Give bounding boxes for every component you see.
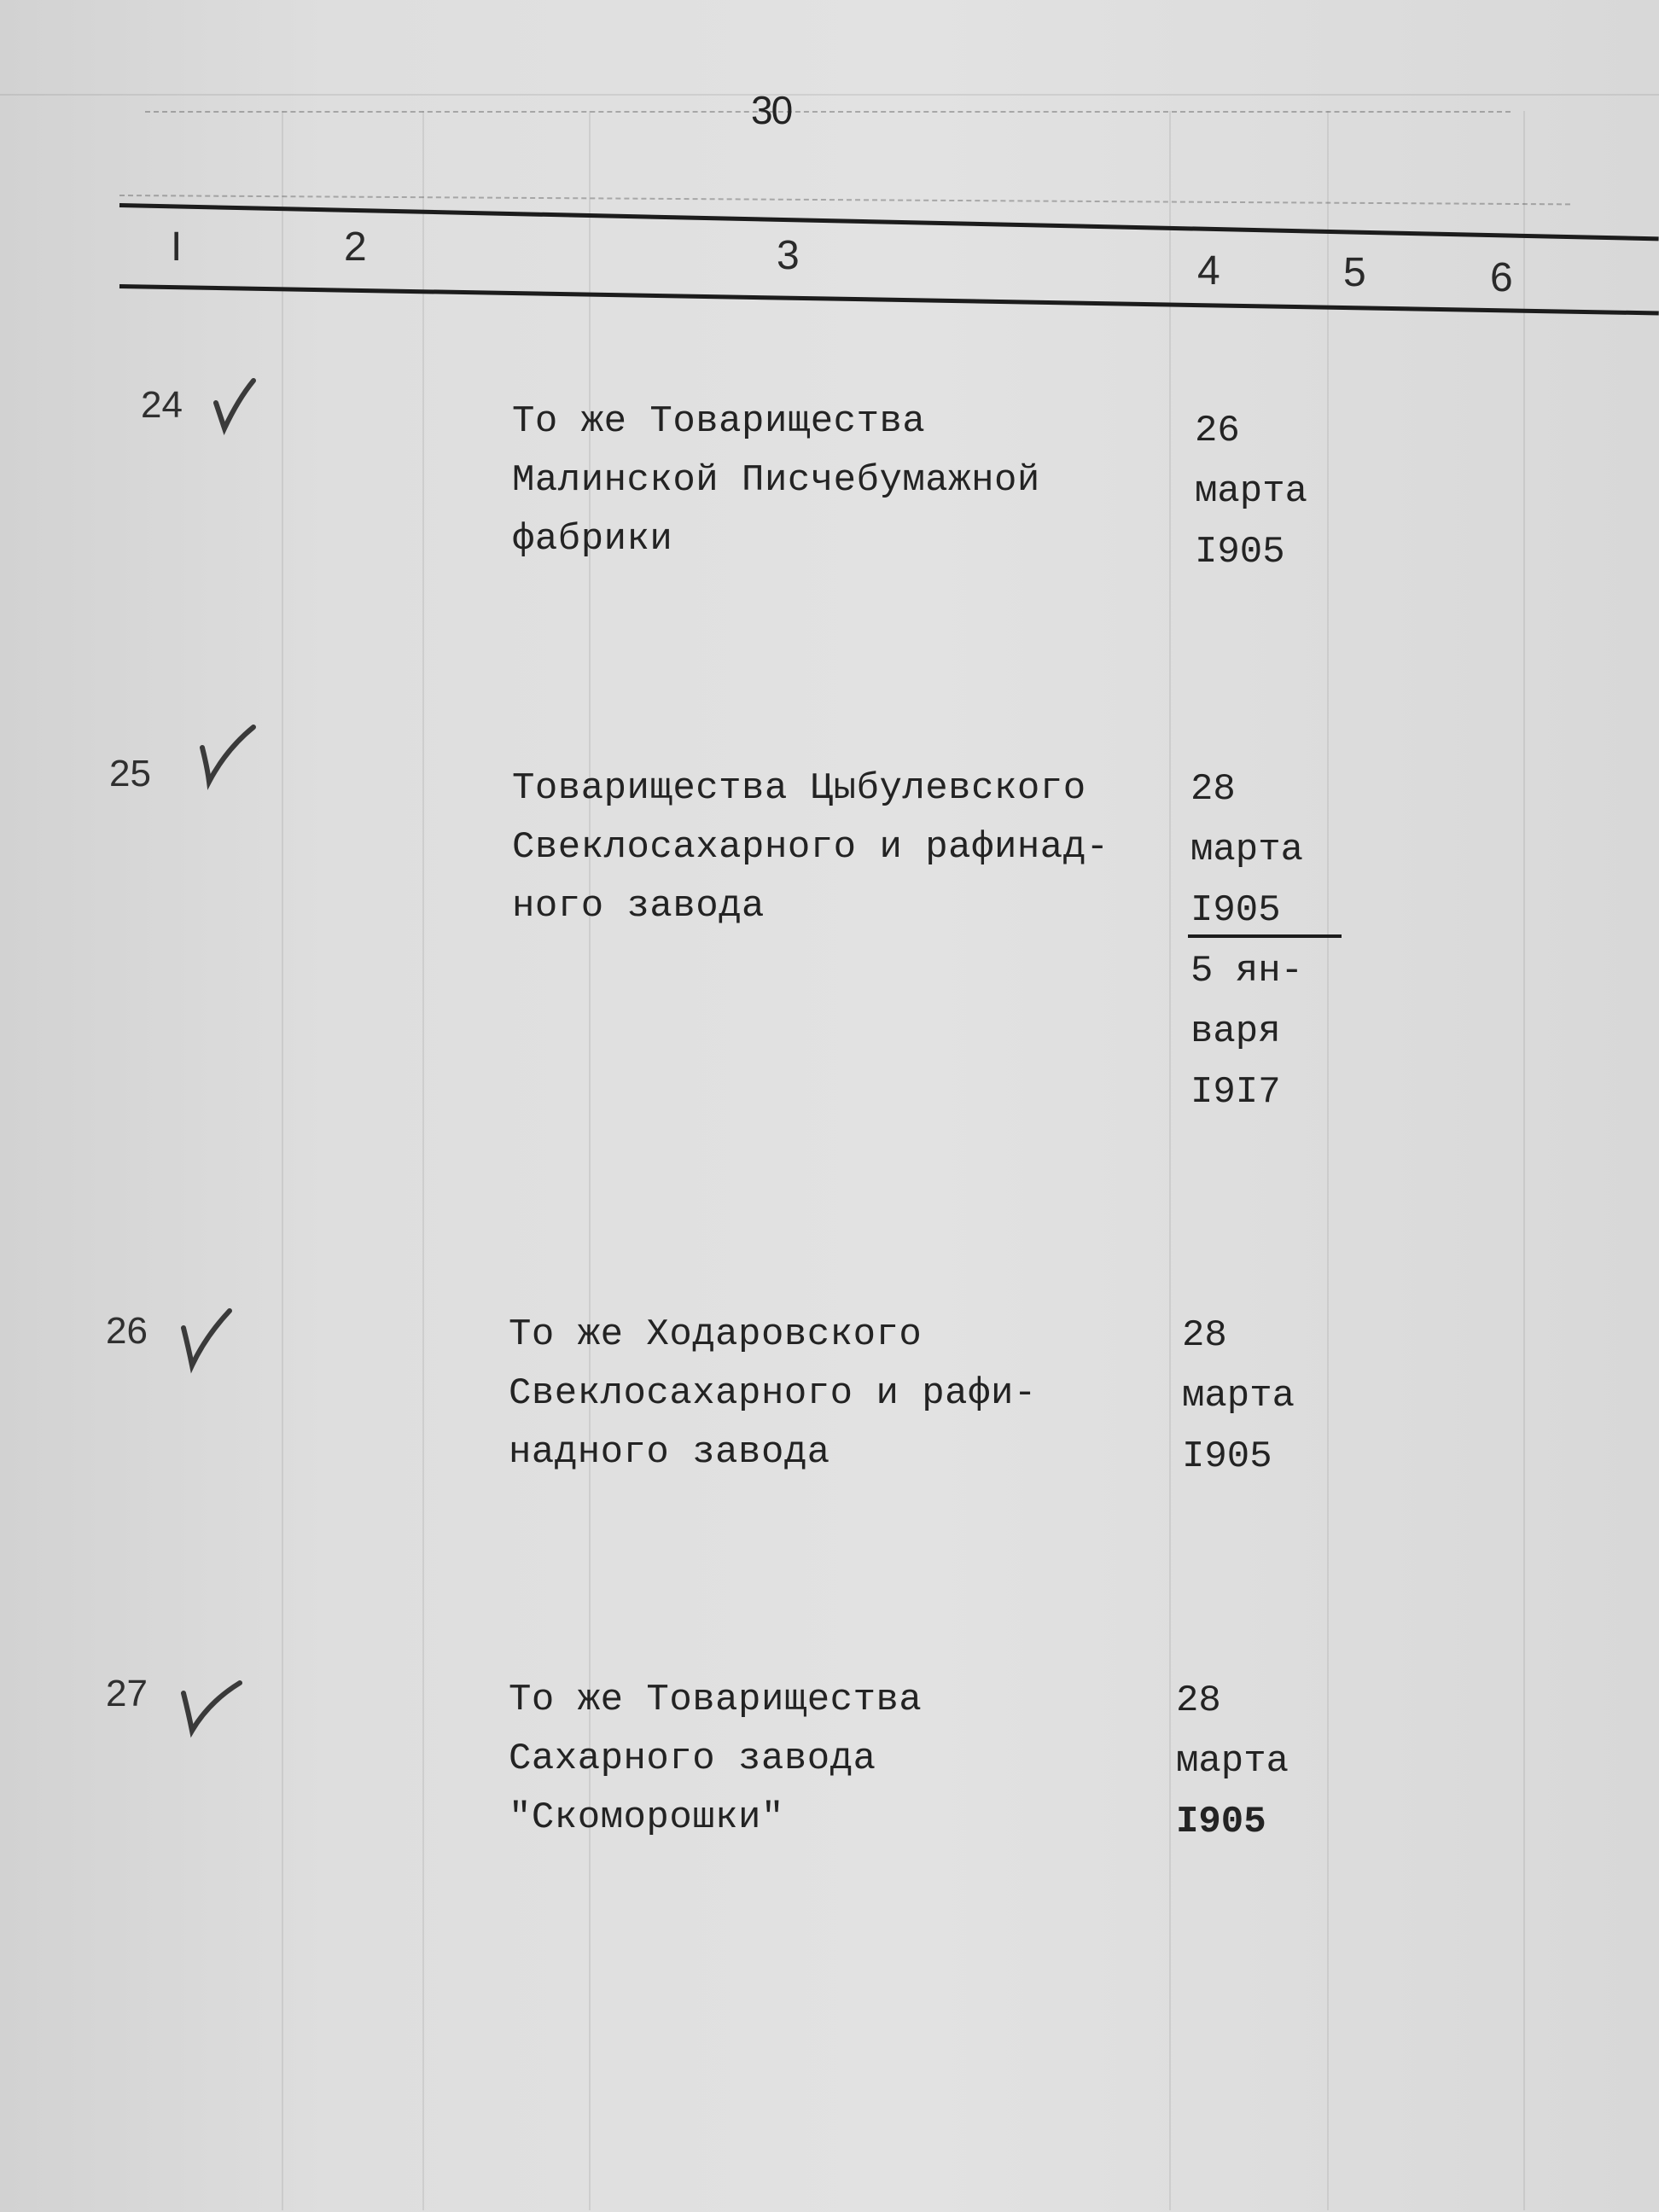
row-number: 27 [106, 1673, 148, 1714]
date-line: марта [1190, 829, 1304, 871]
description-line: "Скоморошки" [509, 1796, 784, 1839]
date-line: 28 [1190, 768, 1236, 811]
description-line: Сахарного завода [509, 1738, 876, 1780]
date-line: 28 [1176, 1679, 1221, 1722]
description-line: фабрики [512, 518, 673, 561]
row-number: 25 [109, 753, 151, 795]
description-line: ного завода [512, 885, 765, 928]
description-line: Свеклосахарного и рафинад- [512, 826, 1109, 869]
date-line: I905 [1190, 889, 1281, 932]
date-line: I905 [1182, 1435, 1272, 1478]
description-line: То же Ходаровского [509, 1313, 923, 1356]
column-divider [282, 111, 283, 2210]
column-header-6: 6 [1490, 255, 1513, 300]
date-line: I905 [1195, 531, 1285, 573]
bleed-through-line [0, 94, 1659, 96]
column-header-4: 4 [1197, 248, 1220, 294]
column-header-5: 5 [1343, 250, 1366, 295]
description-line: Свеклосахарного и рафи- [509, 1372, 1037, 1415]
date-line: 28 [1182, 1314, 1227, 1357]
date-line: марта [1195, 470, 1308, 513]
checkmark-icon [209, 375, 277, 444]
form-dashed-line [119, 195, 1570, 205]
entry-description [509, 1671, 1183, 1848]
row-number: 24 [141, 384, 183, 426]
date-line: I905 [1176, 1801, 1266, 1843]
description-line: Малинской Писчебумажной [512, 459, 1040, 502]
checkmark-icon [175, 1673, 243, 1741]
entry-description [512, 760, 1186, 936]
column-header-3: 3 [777, 233, 800, 278]
date-line: 5 ян- [1190, 950, 1304, 992]
form-dashed-line [145, 111, 1511, 113]
description-line: надного завода [509, 1431, 830, 1474]
column-divider [422, 111, 424, 2210]
date-line: варя [1190, 1010, 1281, 1053]
header-rule-bottom [119, 284, 1659, 315]
handwritten-underline [1188, 934, 1342, 938]
row-number: 26 [106, 1310, 148, 1352]
column-divider [1523, 111, 1525, 2210]
checkmark-icon [192, 724, 260, 792]
entry-date [1195, 401, 1365, 583]
date-line: марта [1182, 1375, 1295, 1417]
entry-date [1182, 1306, 1353, 1487]
page-number: 30 [751, 88, 792, 132]
column-header-2: 2 [344, 224, 367, 270]
description-line: То же Товарищества [509, 1679, 923, 1721]
entry-date [1176, 1671, 1347, 1853]
checkmark-icon [175, 1306, 243, 1374]
date-line: 26 [1195, 410, 1240, 452]
description-line: То же Товарищества [512, 400, 926, 443]
date-line: марта [1176, 1740, 1289, 1783]
description-line: Товарищества Цыбулевского [512, 767, 1086, 810]
entry-description [509, 1306, 1183, 1482]
entry-description [512, 393, 1186, 569]
column-header-1: I [171, 224, 183, 270]
entry-date [1190, 760, 1361, 1123]
date-line: I9I7 [1190, 1071, 1281, 1114]
